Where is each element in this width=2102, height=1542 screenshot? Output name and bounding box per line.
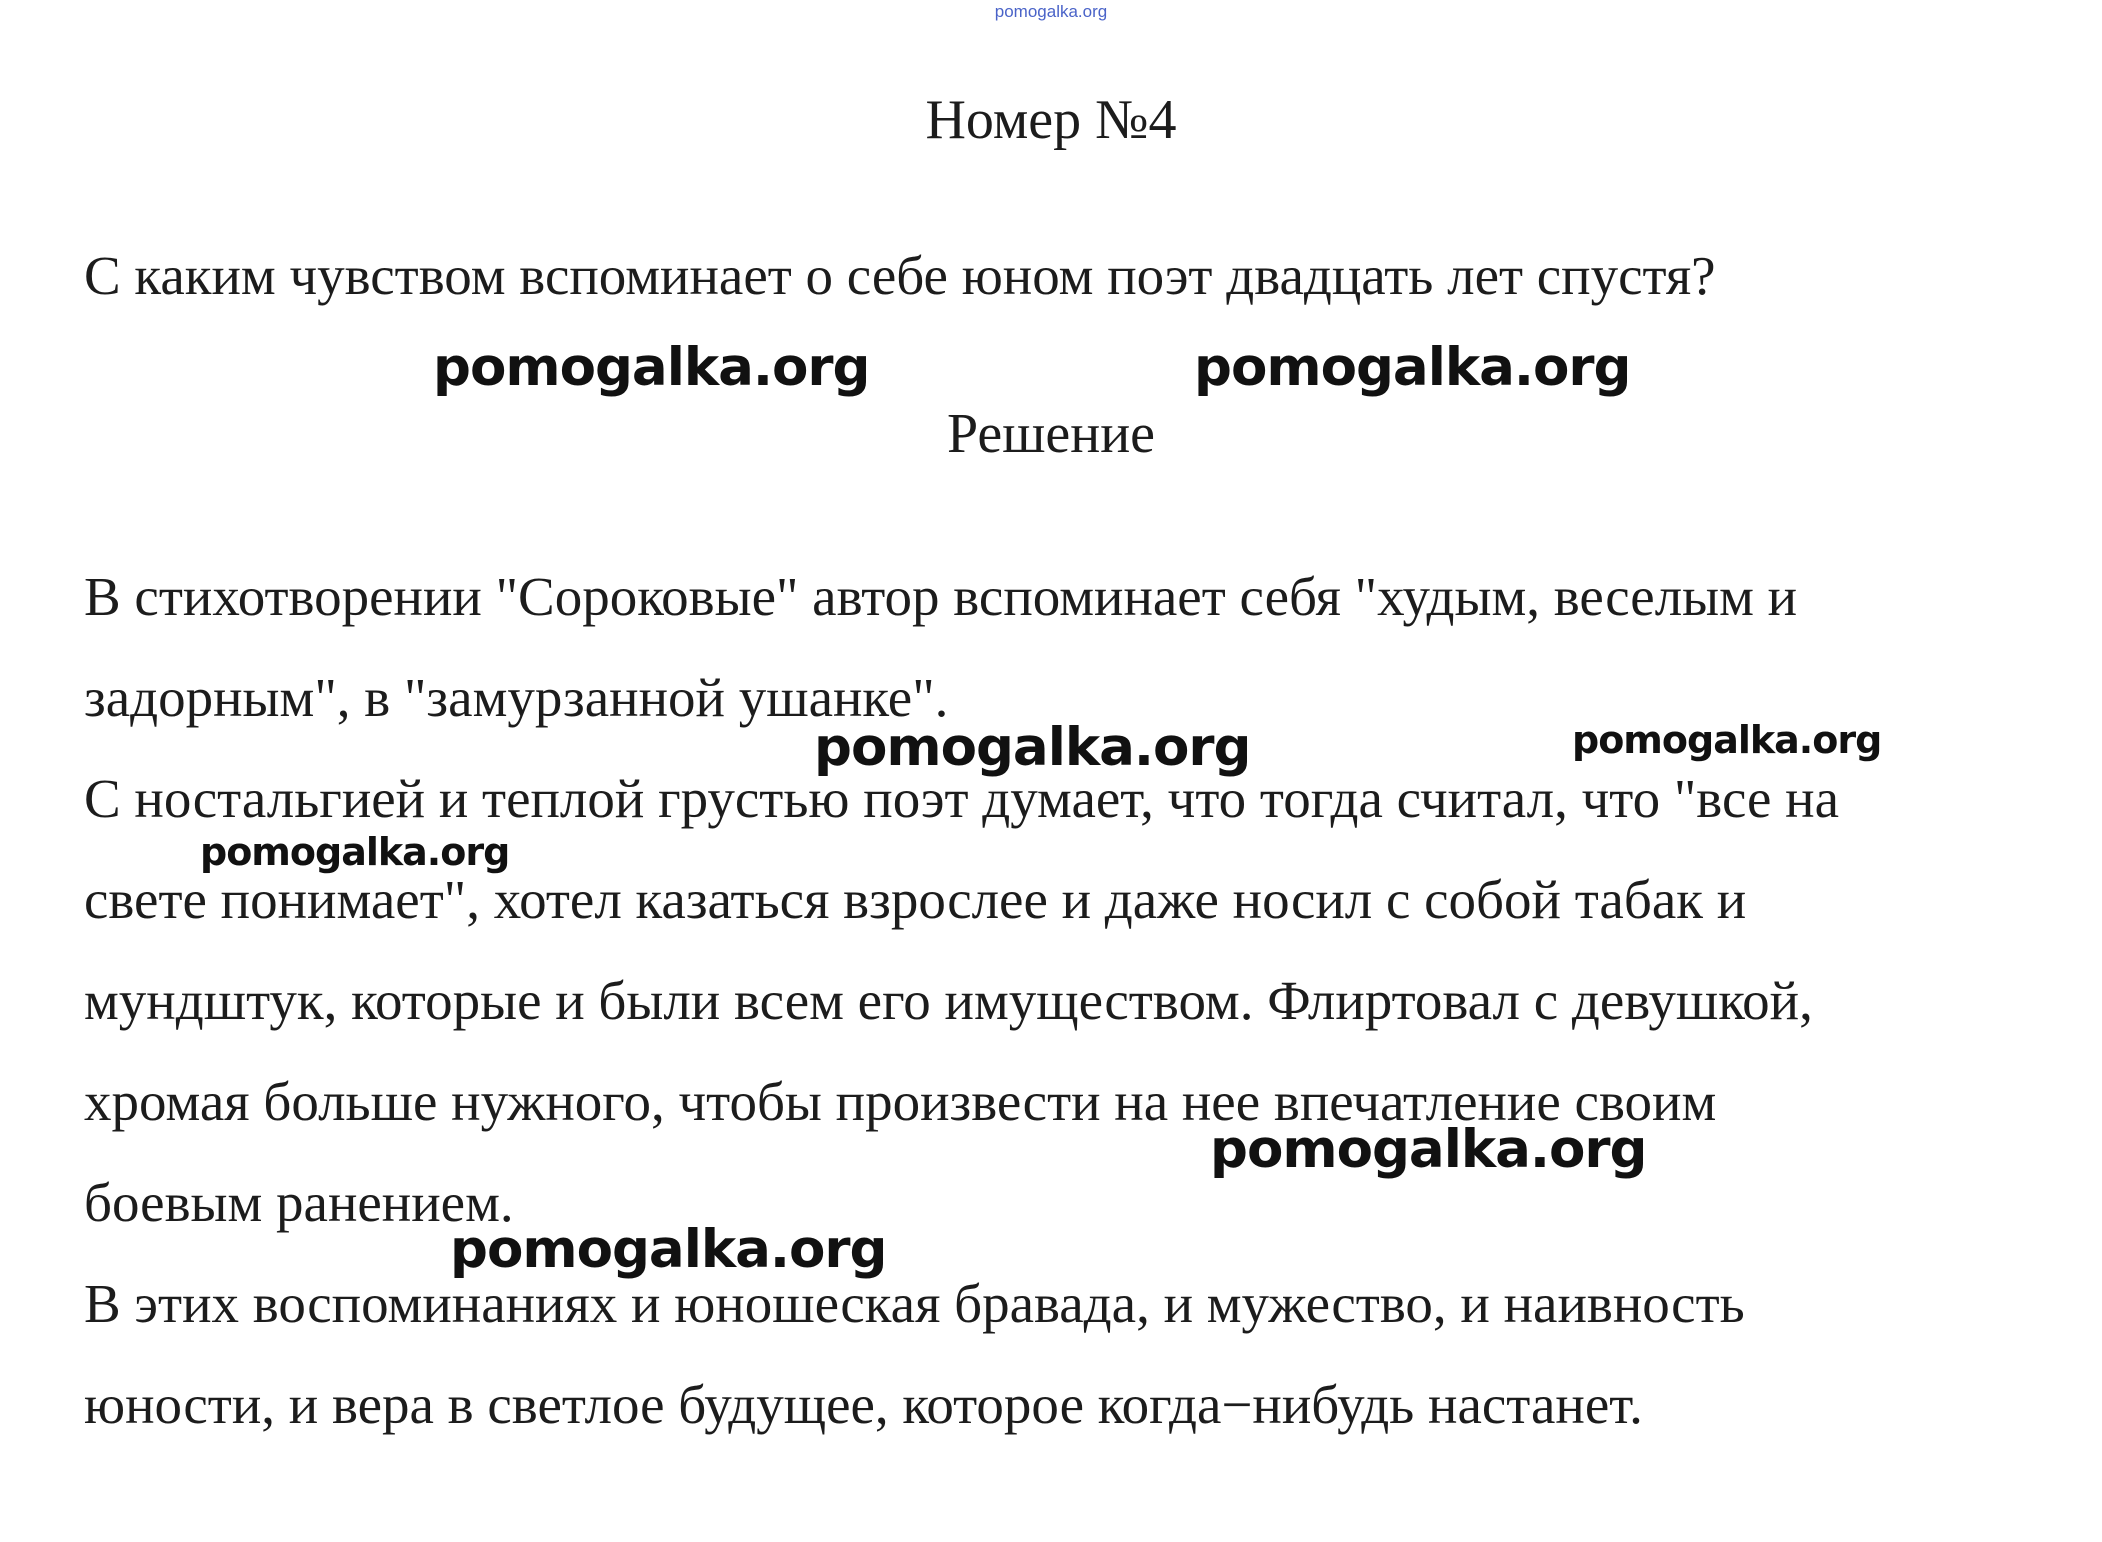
answer-line: В этих воспоминаниях и юношеская бравада, и мужество, и наивность xyxy=(84,1273,1745,1334)
answer-line: юности, и вера в светлое будущее, которое когда−нибудь настанет. xyxy=(84,1374,1643,1435)
answer-line: свете понимает", хотел казаться взрослее и даже носил с собой табак и xyxy=(84,869,1747,930)
question-text: С каким чувством вспоминает о себе юном поэт двадцать лет спустя? xyxy=(84,245,1716,306)
answer-line: В стихотворении "Сороковые" автор вспоминает себя "худым, веселым и xyxy=(84,566,1798,627)
answer-line: хромая больше нужного, чтобы произвести на нее впечатление своим xyxy=(84,1071,1717,1132)
answer-text xyxy=(84,565,2044,1474)
answer-line: боевым ранением. xyxy=(84,1172,514,1233)
solution-heading: Решение xyxy=(946,403,1156,465)
answer-line: С ностальгией и теплой грустью поэт думает, что тогда считал, что "все на xyxy=(84,768,1840,829)
watermark: pomogalka.org xyxy=(814,717,1251,778)
answer-line: мундштук, которые и были всем его имуществом. Флиртовал с девушкой, xyxy=(84,970,1813,1031)
watermark: pomogalka.org xyxy=(1210,1119,1647,1180)
watermark: pomogalka.org xyxy=(1194,337,1631,398)
watermark: pomogalka.org xyxy=(450,1219,887,1280)
watermark: pomogalka.org xyxy=(433,337,870,398)
header-watermark: pomogalka.org xyxy=(994,2,1108,21)
answer-line: задорным", в "замурзанной ушанке". xyxy=(84,667,949,728)
watermark: pomogalka.org xyxy=(1572,718,1882,762)
page-title: Номер №4 xyxy=(925,89,1177,151)
watermark: pomogalka.org xyxy=(200,830,510,874)
